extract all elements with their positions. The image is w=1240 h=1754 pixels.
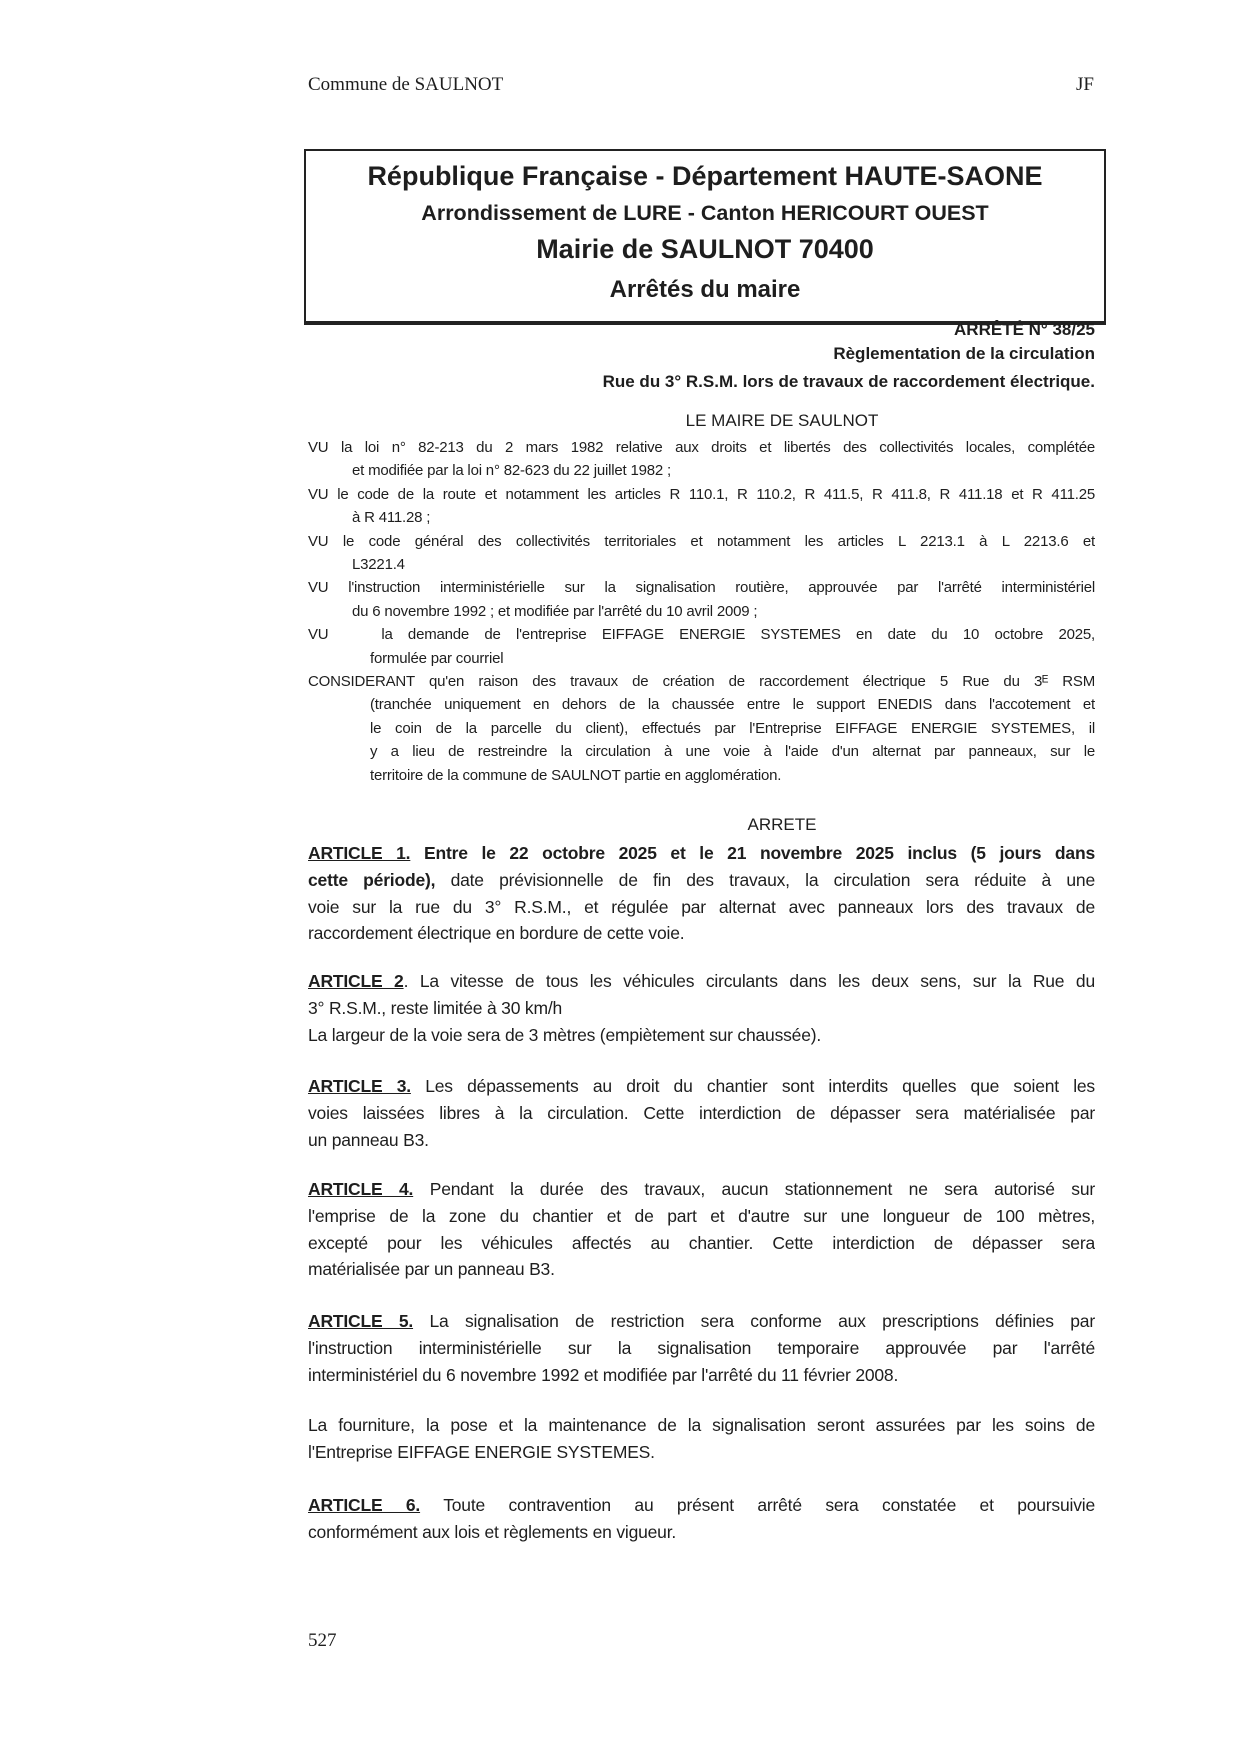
recital-text: qu'en raison des travaux de création de raccordement électrique 5 Rue du 3ᴱ RSM (428, 672, 1095, 690)
recital-text: la demande de l'entreprise EIFFAGE ENERGIE SYSTEMES en date du 10 octobre 2025, (381, 626, 1095, 644)
recital-line (308, 623, 1095, 646)
recital-text: y a lieu de restreindre la circulation à une voie à l'aide d'un alternat par panneaux, sur le (370, 743, 1095, 761)
recital-text: L3221.4 (352, 555, 405, 573)
page-number: 527 (308, 1630, 337, 1651)
recital-item (308, 670, 1095, 787)
article-line (308, 1230, 1095, 1257)
article-text: interministériel du 6 novembre 1992 et modifiée par l'arrêté du 11 février 2008. (308, 1364, 899, 1385)
article-text: Pendant la durée des travaux, aucun stationnement ne sera autorisé sur (429, 1179, 1095, 1199)
title-arretes: Arrêtés du maire (609, 276, 801, 303)
article-label: ARTICLE 4. (308, 1179, 414, 1199)
article-paragraph (308, 1412, 1095, 1466)
mayor-heading: LE MAIRE DE SAULNOT (685, 411, 879, 430)
article-label: ARTICLE 5. (308, 1311, 414, 1331)
article-text: excepté pour les véhicules affectés au chantier. Cette interdiction de dépasser sera (308, 1232, 1095, 1253)
article-line (308, 1308, 1095, 1335)
article-line (308, 1335, 1095, 1362)
recital-line (308, 717, 1095, 740)
article-text: Les dépassements au droit du chantier sont interdits quelles que soient les (425, 1076, 1095, 1096)
recital-text: la loi n° 82-213 du 2 mars 1982 relative aux droits et libertés des collectivités locales, complétée (340, 439, 1095, 456)
article-line (308, 1256, 1095, 1283)
article-text: Toute contravention au présent arrêté sera constatée et poursuivie (443, 1495, 1095, 1515)
article-1 (308, 840, 1095, 947)
article-text: l'emprise de la zone du chantier et de part et d'autre sur une longueur de 100 mètres, (308, 1205, 1095, 1226)
article-text: La fourniture, la pose et la maintenance de la signalisation seront assurées par les soins de (308, 1415, 1095, 1435)
article-line (308, 1127, 1095, 1154)
recital-line (308, 459, 1095, 482)
article-line (308, 894, 1095, 921)
article-line (308, 840, 1095, 867)
running-header-initials: JF (1076, 74, 1094, 95)
article-text: cette période), (308, 869, 436, 890)
article-line (308, 995, 1095, 1022)
article-5 (308, 1308, 1095, 1388)
article-line (308, 1073, 1095, 1100)
recital-line (308, 740, 1095, 763)
recital-line (308, 436, 1095, 459)
recitals (308, 436, 1095, 787)
recital-text: du 6 novembre 1992 ; et modifiée par l'arrêté du 10 avril 2009 ; (352, 602, 758, 620)
recital-prefix: VU (308, 532, 329, 550)
recital-line (308, 764, 1095, 787)
title-arrondissement: Arrondissement de LURE - Canton HERICOURT OUEST (421, 201, 989, 225)
article-line (308, 1439, 1095, 1466)
recital-text: le code général des collectivités territoriales et notamment les articles L 2213.1 à L 2213.6 et (342, 532, 1095, 550)
article-line (308, 1362, 1095, 1389)
article-text: l'Entreprise EIFFAGE ENERGIE SYSTEMES. (308, 1441, 655, 1462)
article-6 (308, 1492, 1095, 1546)
recital-line (308, 530, 1095, 553)
recital-text: formulée par courriel (370, 649, 504, 667)
recital-line (308, 647, 1095, 670)
article-text: La signalisation de restriction sera conforme aux prescriptions définies par (429, 1311, 1095, 1331)
article-text: . La vitesse de tous les véhicules circulants dans les deux sens, sur la Rue du (403, 971, 1095, 991)
article-text: 3° R.S.M., reste limitée à 30 km/h (308, 997, 563, 1018)
recital-text: à R 411.28 ; (352, 509, 431, 527)
recital-prefix: VU (308, 485, 329, 503)
recital-line (308, 483, 1095, 506)
article-text: l'instruction interministérielle sur la signalisation temporaire approuvée par l'arrêté (308, 1337, 1095, 1358)
article-text: un panneau B3. (308, 1129, 429, 1150)
recital-line (308, 600, 1095, 623)
article-line (308, 1519, 1095, 1546)
recital-line (308, 693, 1095, 716)
recital-prefix: VU (308, 439, 329, 456)
recital-item (308, 483, 1095, 530)
article-line (308, 968, 1095, 995)
article-line (308, 920, 1095, 947)
recital-text: territoire de la commune de SAULNOT partie en agglomération. (370, 766, 782, 784)
article-label: ARTICLE 1. (308, 843, 411, 863)
article-label: ARTICLE 6. (308, 1495, 421, 1515)
article-text: date prévisionnelle de fin des travaux, la circulation sera réduite à une (435, 869, 1095, 890)
article-2 (308, 968, 1095, 1048)
arrete-number: ARRÊTÉ N° 38/25 (954, 320, 1095, 339)
title-mairie: Mairie de SAULNOT 70400 (536, 234, 874, 264)
article-3 (308, 1073, 1095, 1153)
title-box (304, 149, 1106, 323)
article-label: ARTICLE 2 (308, 971, 404, 991)
arrete-heading: ARRETE (747, 815, 817, 834)
recital-prefix: CONSIDERANT (308, 672, 415, 690)
recital-prefix: VU (308, 579, 329, 597)
recital-prefix: VU (308, 626, 329, 644)
article-4 (308, 1176, 1095, 1283)
article-text: matérialisée par un panneau B3. (308, 1259, 555, 1280)
article-label: ARTICLE 3. (308, 1076, 411, 1096)
article-line (308, 1492, 1095, 1519)
recital-line (308, 553, 1095, 576)
recital-line (308, 670, 1095, 693)
article-text: La largeur de la voie sera de 3 mètres (empiètement sur chaussée). (308, 1024, 822, 1045)
article-text: raccordement électrique en bordure de cette voie. (308, 923, 685, 944)
arrete-subject: Règlementation de la circulation (833, 344, 1095, 363)
article-text: voies laissées libres à la circulation. Cette interdiction de dépasser sera matérialisée par (308, 1102, 1095, 1123)
recital-item (308, 530, 1095, 577)
recital-text: le coin de la parcelle du client), effectués par l'Entreprise EIFFAGE ENERGIE SYSTEMES, il (370, 719, 1095, 737)
recital-text: et modifiée par la loi n° 82-623 du 22 juillet 1982 ; (352, 462, 671, 480)
recital-line (308, 576, 1095, 599)
article-line (308, 1022, 1095, 1049)
recital-text: le code de la route et notamment les articles R 110.1, R 110.2, R 411.5, R 411.8, R 411.18 et R 411.25 (337, 485, 1095, 503)
article-text: Entre le 22 octobre 2025 et le 21 novembre 2025 inclus (5 jours dans (424, 843, 1095, 863)
arrete-street: Rue du 3° R.S.M. lors de travaux de raccordement électrique. (602, 372, 1095, 391)
recital-item (308, 576, 1095, 623)
article-text: conformément aux lois et règlements en vigueur. (308, 1521, 677, 1542)
article-line (308, 867, 1095, 894)
recital-line (308, 506, 1095, 529)
running-header-commune: Commune de SAULNOT (308, 74, 504, 95)
recital-text: l'instruction interministérielle sur la signalisation routière, approuvée par l'arrêté interministériel (348, 579, 1095, 597)
article-line (308, 1176, 1095, 1203)
article-line (308, 1203, 1095, 1230)
recital-item (308, 623, 1095, 670)
article-line (308, 1100, 1095, 1127)
title-republic: République Française - Département HAUTE-SAONE (367, 161, 1043, 191)
article-text: voie sur la rue du 3° R.S.M., et régulée par alternat avec panneaux lors des travaux de (308, 896, 1095, 917)
recital-text: (tranchée uniquement en dehors de la chaussée entre le support ENEDIS dans l'accotement et (370, 696, 1095, 714)
article-line (308, 1412, 1095, 1439)
recital-item (308, 436, 1095, 483)
